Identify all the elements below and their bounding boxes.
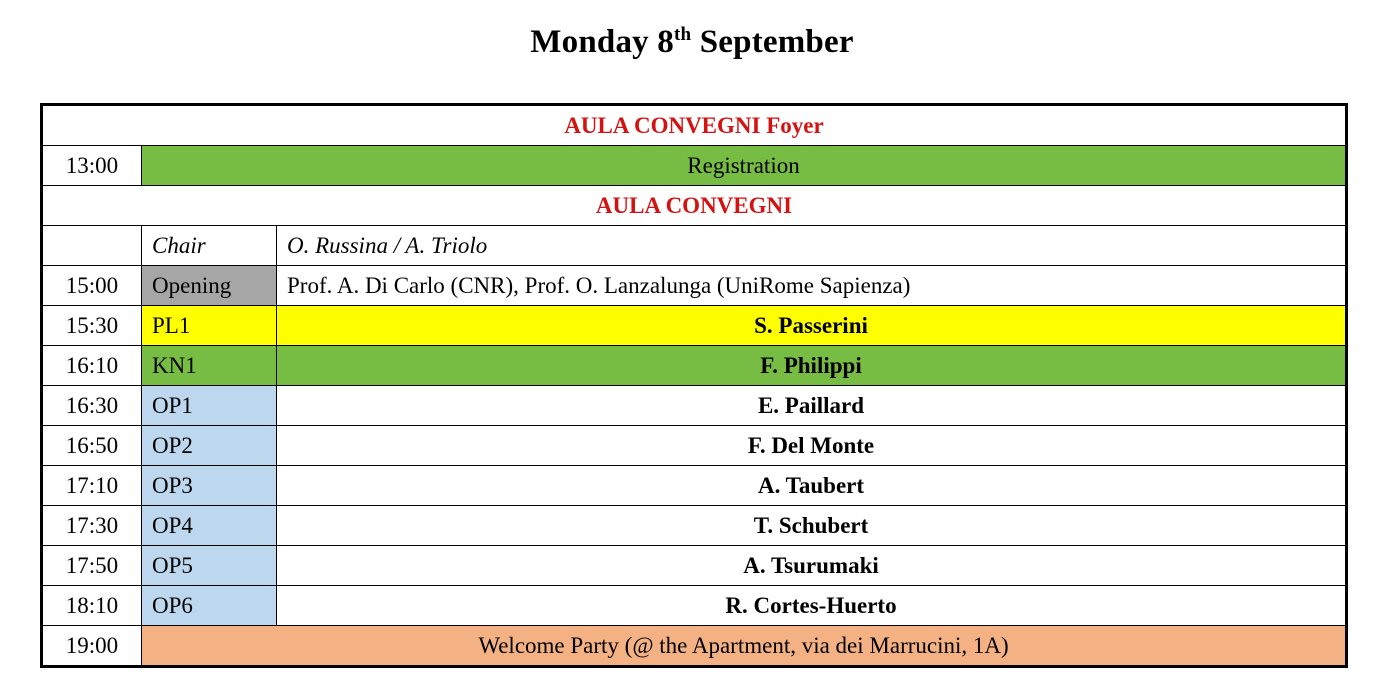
table-row <box>42 266 1347 306</box>
venue-header: AULA CONVEGNI Foyer <box>42 105 1347 146</box>
row-time: 17:50 <box>42 546 142 586</box>
table-row <box>42 546 1347 586</box>
row-time: 16:30 <box>42 386 142 426</box>
row-code: OP4 <box>142 506 277 546</box>
row-text: F. Del Monte <box>277 426 1347 466</box>
row-text: Registration <box>142 146 1347 186</box>
table-row <box>42 186 1347 226</box>
row-text: T. Schubert <box>277 506 1347 546</box>
row-code: OP3 <box>142 466 277 506</box>
row-code: OP1 <box>142 386 277 426</box>
row-time <box>42 226 142 266</box>
row-code: OP2 <box>142 426 277 466</box>
schedule-table <box>40 103 1348 668</box>
row-time: 16:10 <box>42 346 142 386</box>
row-code: OP6 <box>142 586 277 626</box>
row-time: 17:30 <box>42 506 142 546</box>
row-code: OP5 <box>142 546 277 586</box>
row-time: 15:30 <box>42 306 142 346</box>
schedule-table-wrapper <box>40 103 1345 668</box>
table-row <box>42 386 1347 426</box>
row-time: 18:10 <box>42 586 142 626</box>
row-text: Prof. A. Di Carlo (CNR), Prof. O. Lanzalunga (UniRome Sapienza) <box>277 266 1347 306</box>
venue-header: AULA CONVEGNI <box>42 186 1347 226</box>
title-day: Monday 8 <box>530 24 674 60</box>
row-text: F. Philippi <box>277 346 1347 386</box>
row-text: Welcome Party (@ the Apartment, via dei Marrucini, 1A) <box>142 626 1347 667</box>
row-time: 13:00 <box>42 146 142 186</box>
row-code: PL1 <box>142 306 277 346</box>
table-row <box>42 426 1347 466</box>
table-row <box>42 146 1347 186</box>
title-month: September <box>691 24 854 60</box>
table-row <box>42 346 1347 386</box>
row-code: Opening <box>142 266 277 306</box>
table-row <box>42 306 1347 346</box>
row-text: O. Russina / A. Triolo <box>277 226 1347 266</box>
row-time: 15:00 <box>42 266 142 306</box>
table-row <box>42 626 1347 667</box>
table-row <box>42 105 1347 146</box>
schedule-body <box>42 105 1347 667</box>
row-text: A. Tsurumaki <box>277 546 1347 586</box>
row-text: E. Paillard <box>277 386 1347 426</box>
row-time: 16:50 <box>42 426 142 466</box>
row-code: KN1 <box>142 346 277 386</box>
table-row <box>42 506 1347 546</box>
row-code: Chair <box>142 226 277 266</box>
table-row <box>42 586 1347 626</box>
row-text: S. Passerini <box>277 306 1347 346</box>
page-title <box>0 0 1384 61</box>
row-time: 17:10 <box>42 466 142 506</box>
table-row <box>42 226 1347 266</box>
table-row <box>42 466 1347 506</box>
row-time: 19:00 <box>42 626 142 667</box>
row-text: R. Cortes-Huerto <box>277 586 1347 626</box>
title-ordinal: th <box>674 24 692 45</box>
row-text: A. Taubert <box>277 466 1347 506</box>
